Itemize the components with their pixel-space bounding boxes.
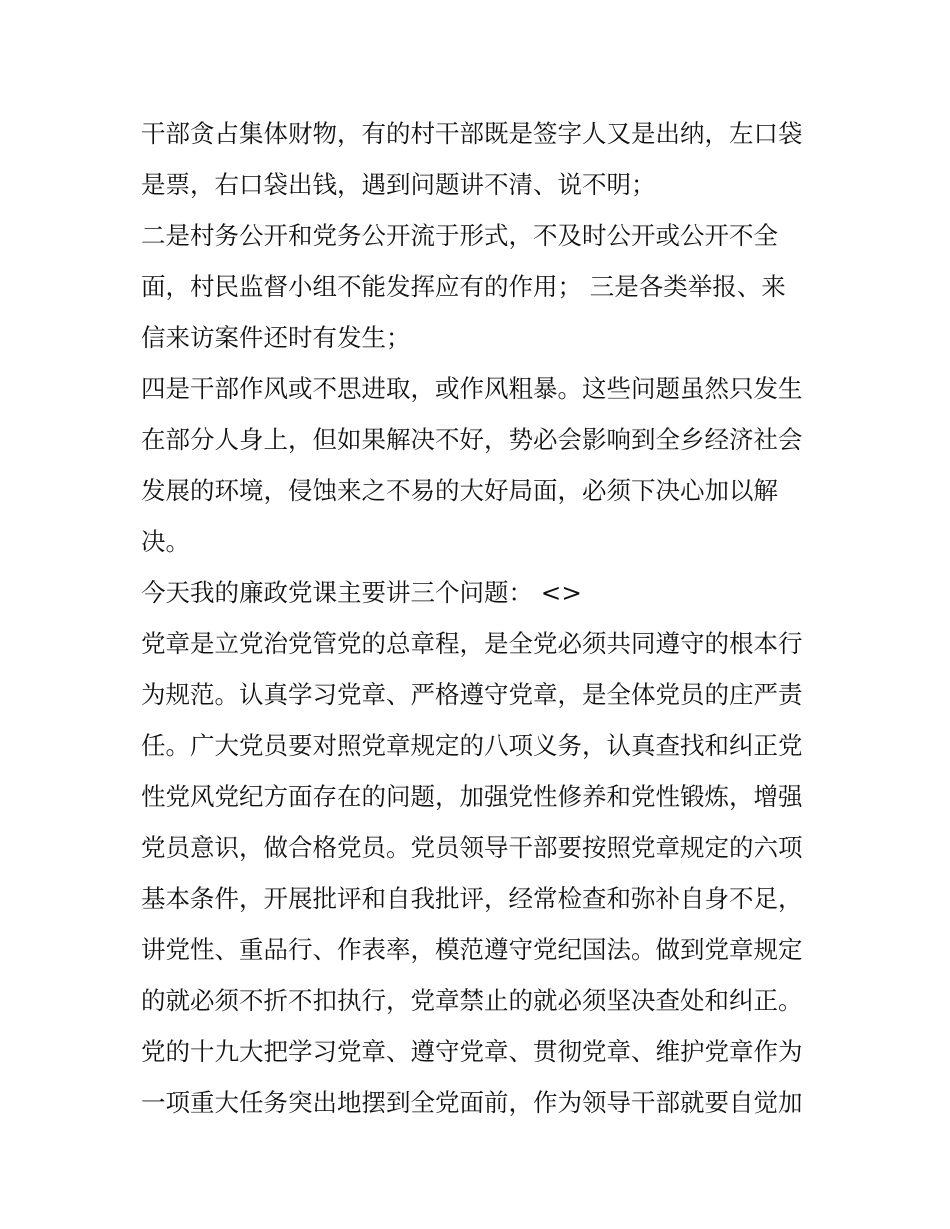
text-line: 发展的环境，侵蚀来之不易的大好局面，必须下决心加以解 [141, 476, 778, 505]
text-line: 信来访案件还时有发生； [141, 323, 411, 352]
text-line: 是票，右口袋出钱，遇到问题讲不清、说不明； [141, 170, 656, 199]
text-line: 一项重大任务突出地摆到全党面前，作为领导干部就要自觉加 [141, 1088, 803, 1117]
text-line: 干部贪占集体财物，有的村干部既是签字人又是出纳，左口袋 [141, 119, 803, 148]
text-line: 决。 [141, 527, 190, 556]
text-line: 的就必须不折不扣执行，党章禁止的就必须坚决查处和纠正。 [141, 986, 803, 1015]
text-line: 讲党性、重品行、作表率，模范遵守党纪国法。做到党章规定 [141, 935, 803, 964]
text-line: 二是村务公开和党务公开流于形式，不及时公开或公开不全 [141, 221, 778, 250]
text-line: 四是干部作风或不思进取，或作风粗暴。这些问题虽然只发生 [141, 374, 803, 403]
text-line: 性党风党纪方面存在的问题，加强党性修养和党性锻炼，增强 [141, 782, 803, 811]
text-line: 党员意识，做合格党员。党员领导干部要按照党章规定的六项 [141, 833, 803, 862]
text-line: 党章是立党治党管党的总章程，是全党必须共同遵守的根本行 [141, 629, 803, 658]
text-line: 任。广大党员要对照党章规定的八项义务，认真查找和纠正党 [141, 731, 803, 760]
text-line: 为规范。认真学习党章、严格遵守党章，是全体党员的庄严责 [141, 680, 803, 709]
text-line: 今天我的廉政党课主要讲三个问题： <> [141, 578, 582, 607]
text-line: 面，村民监督小组不能发挥应有的作用； 三是各类举报、来 [141, 272, 786, 301]
text-line: 在部分人身上，但如果解决不好，势必会影响到全乡经济社会 [141, 425, 803, 454]
text-line: 党的十九大把学习党章、遵守党章、贯彻党章、维护党章作为 [141, 1037, 803, 1066]
text-line: 基本条件，开展批评和自我批评，经常检查和弥补自身不足， [141, 884, 803, 913]
document-body [141, 108, 821, 1128]
